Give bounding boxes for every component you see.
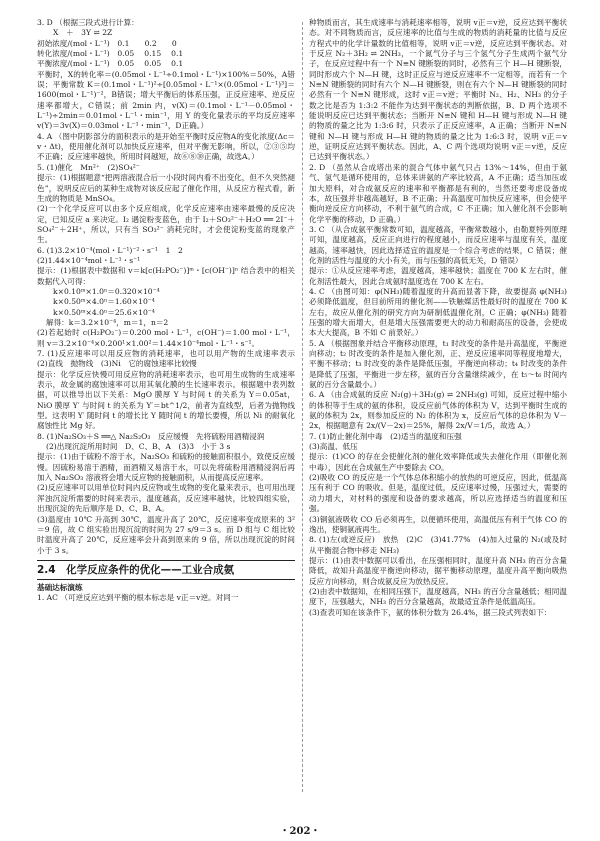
answer-2: 2. D （虽然从合成塔出来的混合气体中氨气只占 13%～14%，但由于氨气、氢气是循环使用的，总体来讲氨的产率比较高，A 不正确；适当加压或加大原料，对合成氨反应的速率和平衡都是有利的，当然还要考虑设备成本，故压强并非越高越好，B 不正确；升高温度可加快反应速率，但会使平衡向逆反应方向移动，不利于氨气的合成，C 不正确；加入催化剂不会影响化学平衡的移动，D 正确。） bbox=[309, 162, 567, 224]
equation-system-1: k×0.10ᵐ×1.0ⁿ＝0.320×10⁻⁴ bbox=[53, 286, 160, 296]
section-title: 2.4 化学反应条件的优化——工业合成氨 bbox=[37, 560, 295, 580]
answer-5-hint-2: (2)一个化学反应可以由多个反应组成，化学反应速率由速率最慢的反应决定，已知反应 a 来决定。I₂ 遇淀粉变蓝色，由于 I₂＋SO₃²⁻＋H₂O ══ 2I⁻＋SO₄²⁻＋2H⁺，所以，只有当 SO₃²⁻ 消耗完时，才会使淀粉变蓝的现象产生。 bbox=[37, 204, 295, 245]
answer-7-2: (3)高温、低压 bbox=[309, 442, 358, 452]
answer-7-hint: 提示：化学反应快慢可用反应物的消耗速率表示，也可用生成物的生成速率表示，故金属的腐蚀速率可以用其氧化膜的生长速率表示。根据题中表列数据，可以推导出以下关系：MgO 膜厚 Y 与时间 t 的关系为 Y＝0.05at，NiO 膜厚 Y′ 与时间 t 的关系为 Y′＝bt^1/2，前者为直线型，后者为抛物线型。这表明 Y′ 随时间 t 的增长比 Y 随时间 t 的增长要慢，所以 Ni 的耐氧化腐蚀性比 Mg 好。 bbox=[37, 369, 295, 431]
answer-7-hint-1: 提示：(1)CO 的存在会使催化剂的催化效率降低或失去催化作用（即催化剂中毒），因此在合成氨生产中要除去 CO。 bbox=[309, 452, 567, 472]
answer-8-hint-2: (2)反应速率可以用单位时间内反应物或生成物的变化量来表示，也可用出现浑浊沉淀所需要的时间来表示，温度越高，反应速率越快，比较四组实验，出现沉淀的先后顺序是 D、C、B、A。 bbox=[37, 483, 295, 514]
answer-4: 4. A （图中阴影部分的面积表示的是开始至平衡时反应物A的变化浓度(Δc＝v・Δt)，使用催化剂可以加快反应速率，但对平衡无影响，所以，②③⑤均不正确；反应速率越快，所用时间越短，故⑥⑧⑩正确，故选A。） bbox=[37, 131, 295, 162]
answer-8-hint-1: 提示：(1)由于硫粉不溶于水，Na₂SO₃ 和硫粉的接触面积很小，致使反应缓慢。因硫粉易溶于酒精，而酒精又易溶于水，可以先将硫粉用酒精浸润后再加入 Na₂SO₃ 溶液将会增大反应物的接触面积，从而提高反应速率。 bbox=[37, 452, 295, 483]
table-row-equilibrium: 平衡浓度/(mol・L⁻¹) 0.05 0.05 0.1 bbox=[37, 59, 184, 69]
right-column bbox=[309, 18, 567, 618]
answer-3-body: 平衡时，X的转化率＝(0.05mol・L⁻¹÷0.1mol・L⁻¹)×100%＝50%，A错误；平衡常数 K＝(0.1mol・L⁻¹)²÷[0.05mol・L⁻¹×(0.05mol・L⁻¹)³]＝1600(mol・L⁻¹)⁻²，B错误；增大平衡后的体系压强，正反应速率、逆反应速率都增大，C错误；前 2min 内，v(X)＝(0.1mol・L⁻¹－0.05mol・L⁻¹)÷2min＝0.01mol・L⁻¹・min⁻¹，用 Y 的变化量表示的平均反应速率 v(Y)＝3v(X)＝0.03mol・L⁻¹・min⁻¹，D正确。） bbox=[37, 69, 295, 131]
answer-6-hint: 提示：(1)根据表中数据和 v＝k[c(H₂PO₂⁻)]ᵐ・[c(OH⁻)]ⁿ 结合表中的相关数据代入可得： bbox=[37, 266, 295, 286]
solution-line: 解得：k＝3.2×10⁻⁴，m＝1，n＝2 bbox=[46, 317, 169, 327]
section-answer-1: 1. AC （可逆反应达到平衡的根本标志是 v正＝v逆。对同一 bbox=[37, 593, 239, 603]
equation-system-2: k×0.50ᵐ×4.0ⁿ＝1.60×10⁻⁴ bbox=[53, 297, 155, 307]
equation-system-3: k×0.50ᵐ×4.0ⁿ＝25.6×10⁻⁴ bbox=[53, 307, 155, 317]
equation-line: X ＋ 3Y ⇌ 2Z bbox=[53, 28, 113, 38]
page-number: ・202・ bbox=[279, 826, 321, 837]
table-row-initial: 初始浓度/(mol・L⁻¹) 0.1 0.2 0 bbox=[37, 38, 177, 48]
answer-6-hint-2: (2)若起始时 c(H₂PO₂⁻)＝0.200 mol・L⁻¹，c(OH⁻)＝1.00 mol・L⁻¹，则 v＝3.2×10⁻⁴×0.200¹×1.00²＝1.44×10⁻⁴mol・L⁻¹・s⁻¹。 bbox=[37, 328, 295, 348]
answer-3-head: 3. D （根据三段式进行计算： bbox=[37, 18, 139, 27]
answer-3-hint: 提示：①从反应速率考虑，温度越高，速率越快；温度在 700 K 左右时，催化剂活性最大，因此合成氨时温度选在 700 K 左右。 bbox=[309, 266, 567, 286]
answer-6-2: (2)1.44×10⁻⁴mol・L⁻¹・s⁻¹ bbox=[37, 255, 141, 265]
answer-5: 5. A （根据图象并结合平衡移动原理，t₁ 时改变的条件是升高温度，平衡逆向移动；t₂ 时改变的条件是加入催化剂，正、逆反应速率同等程度地增大，平衡不移动；t₃ 时改变的条件是降低压强，平衡逆向移动；t₄ 时改变的条件是降低了压强，平衡进一步左移，氨的百分含量继续减少，在 t₅～t₆ 时间内氨的百分含量最小。） bbox=[309, 338, 567, 390]
answer-8-2: (2)出现沉淀所用时间 D、C、B、A (3)3 小于 3 s bbox=[46, 442, 231, 452]
answer-4: 4. C （由图可知：φ(NH₃)随着温度的升高而显著下降，故要提高 φ(NH₃) 必须降低温度，但目前所用的催化剂——铁触媒活性最好时的温度在 700 K 左右，故应从催化剂的研究方向为研制低温催化剂，C 正确；φ(NH₃) 随着压强的增大而增大，但是增大压强需要更大的动力和耐高压的设备，会使成本大大提高，B 不如 C 前景好。） bbox=[309, 286, 567, 338]
answer-7-hint-3: (3)铜氨液吸收 CO 后必须再生，以便循环使用，高温低压有利于气体 CO 的逸出，使铜氨液再生。 bbox=[309, 514, 567, 534]
answer-7: 7. (1)反应速率可以用反应物的消耗速率，也可以用产物的生成速率表示 (2)直线 抛物线 (3)Ni 它的腐蚀速率比较慢 bbox=[37, 349, 303, 369]
answer-8-hint-3: (3)温度由 10℃ 升高到 30℃，温度升高了 20℃，反应速率变成原来的 3² ＝9 倍，故 C 组实验出现沉淀的时间为 27 s/9＝3 s。而 D 组与 C 组比较时温度升高了 20℃，反应速率会升高到原来的 9 倍，所以出现沉淀的时间小于 3 s。 bbox=[37, 514, 295, 555]
answer-5: 5. (1)催化 Mn²⁺ (2)SO₄²⁻ bbox=[37, 162, 140, 172]
answer-6: 6. A （由合成氨的反应 N₂(g)＋3H₂(g) ⇌ 2NH₃(g) 可知，反应过程中缩小的体积等于生成的氨的体积，设反应前气体的体积为 V，达到平衡时生成的氨的体积为 2x，则参加反应的 N₂ 的体积为 x，反应后气体的总体积为 V－2x，根据题意有 2x/(V－2x)＝25%，解得 2x/V＝1/5，故选 A。） bbox=[309, 390, 567, 431]
answer-8-hint-2: (2)由表中数据知，在相同压强下，温度越高，NH₃ 的百分含量越低；相同温度下，压强越大，NH₃ 的百分含量越高，故最适宜条件是低温高压。 bbox=[309, 586, 567, 607]
answer-3: 3. C （从合成氨平衡常数可知，温度越高，平衡常数越小，由勒夏特列原理可知，温度越高，反应正向进行的程度越小，而反应速率与温度有关，温度越高，速率越快，因此选择适宜的温度是一个综合考虑的结果，C 错误；催化剂的活性与温度的大小有关，而与压强的高低无关，D 错误） bbox=[309, 224, 567, 265]
table-row-change: 转化浓度/(mol・L⁻¹) 0.05 0.15 0.1 bbox=[37, 49, 184, 59]
answer-8-1: 8. (1)Na₂SO₃＋S ══△ Na₂S₂O₃ 反应缓慢 先将硫粉用酒精浸润 bbox=[37, 431, 265, 441]
left-column bbox=[37, 18, 303, 604]
answer-7-1: 7. (1)防止催化剂中毒 (2)适当的温度和压强 bbox=[309, 431, 462, 441]
answer-7-hint-2: (2)吸收 CO 的反应是一个气体总体积缩小的放热的可逆反应，因此，低温高压有利于 CO 的吸收。但是，温度过低，反应速率过慢，压强过大，需要的动力增大，对材料的强度和设备的要求越高，所以应选择适当的温度和压强。 bbox=[309, 473, 567, 514]
answer-8: 8. (1)左(或逆反应) 放热 (2)C (3)41.77% (4)加入过量的 N₂(或及时从平衡混合物中移走 NH₃) bbox=[309, 535, 567, 555]
answer-5-hint-1: 提示：(1)根据题意“把两溶液混合后一小段时间内看不出变化，但不久突然褪色”，说明反应后的某种生成物对该反应起了催化作用，从反应方程式看，新生成的物质是 MnSO₄。 bbox=[37, 173, 295, 203]
answer-6-1: 6. (1)3.2×10⁻⁴(mol・L⁻¹)⁻²・s⁻¹ 1 2 bbox=[37, 245, 183, 255]
answer-8-hint-1: 提示：(1)由表中数据可以看出，在压强相同时，温度升高 NH₃ 的百分含量降低，故知升高温度平衡逆向移动，据平衡移动原理，温度升高平衡向吸热反应方向移动，则合成氨反应为放热反应。 bbox=[309, 555, 567, 586]
answer-1-cont: 种物质而言，其生成速率与消耗速率相等，说明 v正＝v逆，反应达到平衡状态。对不同物质而言，反应速率的比值与生成的物质的消耗量的比值与反应方程式中的化学计量数的比值相等，说明 v正＝v逆，反应达到平衡状态。对于反应 N₂＋3H₂ ⇌ 2NH₃，一个氮气分子与三个氢气分子生成两个氨气分子，在反应过程中有一个 N≡N 键断裂的同时，必然有三个 H—H 键断裂，同时形成六个 N—H 键，这时正反应与逆反应速率不一定相等，而若有一个 N≡N 键断裂的同时有六个 N—H 键断裂，则在有六个 N—H 键断裂的同时必然有一个 N≡N 键形成，这时 v正＝v逆；平衡时 N₂、H₂、NH₃ 的分子数之比是否为 1:3:2 不能作为达到平衡状态的判断依据，B、D 两个选项不能说明反应已达到平衡状态；当断开 N≡N 键和 H—H 键与形成 N—H 键的物质的量之比为 1:3:6 时，只表示了正反应速率，A 正确；当断开 N≡N 键和 N—H 键与形成 H—H 键的物质的量之比为 1:6:3 时，说明 v正＝v逆，证明反应达到平衡状态。因此，A、C 两个选项均说明 v正＝v逆，反应已达到平衡状态。） bbox=[309, 18, 567, 162]
column-divider bbox=[302, 22, 303, 792]
sub-title: 基础达标演练 bbox=[37, 582, 83, 592]
answer-8-hint-3: (3)查表可知在该条件下，氨的体积分数为 26.4%，据三段式列表如下： bbox=[309, 607, 552, 617]
